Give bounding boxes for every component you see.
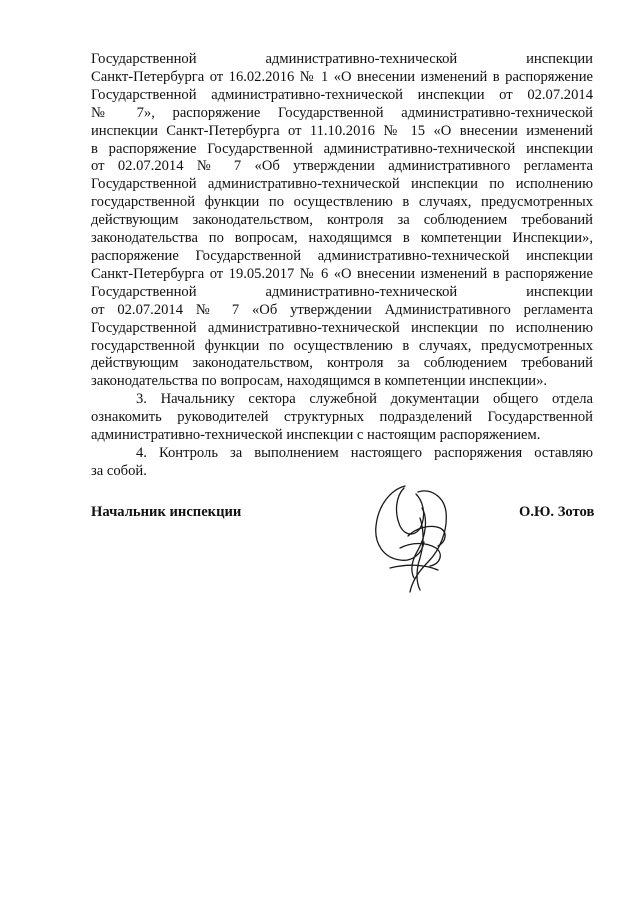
text-line: законодательства по вопросам, находящимся в компетенции Инспекции», <box>91 230 593 247</box>
text-line: государственной функции по осуществлению в случаях, предусмотренных <box>91 194 593 211</box>
paragraph-4-line: 4. Контроль за выполнением настоящего распоряжения оставляю <box>136 444 593 461</box>
text-line: инспекции Санкт-Петербурга от 11.10.2016 № 15 «О внесении изменений <box>91 122 593 139</box>
signatory-title: Начальник инспекции <box>91 504 242 520</box>
text-line: Государственной административно-технической инспекции от 02.07.2014 <box>91 86 593 103</box>
text-line: Государственной административно-технической инспекции <box>91 283 593 300</box>
text-line: № 7», распоряжение Государственной административно-технической <box>91 104 593 121</box>
text-line: Государственной административно-технической инспекции по исполнению <box>91 319 593 336</box>
text-line: действующим законодательством, контроля за соблюдением требований <box>91 355 593 372</box>
text-line: от 02.07.2014 № 7 «Об утверждении административного регламента <box>91 158 593 175</box>
text-line: Санкт-Петербурга от 19.05.2017 № 6 «О внесении изменений в распоряжение <box>91 265 593 282</box>
text-line: от 02.07.2014 № 7 «Об утверждении Административного регламента <box>91 301 593 318</box>
text-line: Санкт-Петербурга от 16.02.2016 № 1 «О внесении изменений в распоряжение <box>91 68 593 85</box>
signatory-name: О.Ю. Зотов <box>519 504 595 520</box>
text-line: в распоряжение Государственной административно-технической инспекции <box>91 140 593 157</box>
handwritten-signature <box>360 478 470 598</box>
text-line: Государственной административно-технической инспекции <box>91 51 593 67</box>
text-line: за собой. <box>91 462 147 479</box>
text-line: действующим законодательством, контроля за соблюдением требований <box>91 212 593 229</box>
paragraph-3-line: 3. Начальнику сектора служебной документации общего отдела <box>136 391 593 408</box>
text-line: государственной функции по осуществлению в случаях, предусмотренных <box>91 337 593 354</box>
document-body <box>91 51 593 481</box>
text-line: административно-технической инспекции с настоящим распоряжением. <box>91 427 541 444</box>
text-line: распоряжение Государственной административно-технической инспекции <box>91 247 593 264</box>
text-line: Государственной административно-технической инспекции по исполнению <box>91 176 593 193</box>
text-line: ознакомить руководителей структурных подразделений Государственной <box>91 409 593 426</box>
text-line: законодательства по вопросам, находящимся в компетенции инспекции». <box>91 373 548 390</box>
